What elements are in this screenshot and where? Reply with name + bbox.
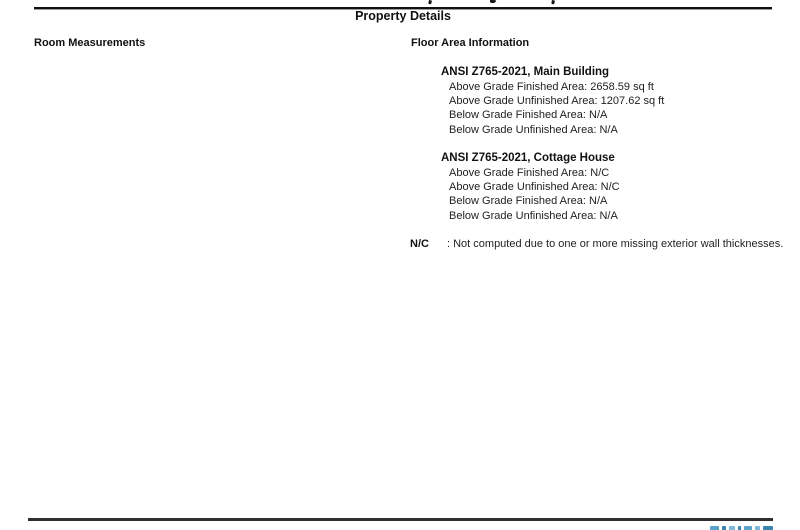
floor-area-section-cottage-house bbox=[441, 151, 620, 223]
row-separator: : bbox=[594, 181, 601, 194]
floor-area-information-heading: Floor Area Information bbox=[411, 37, 530, 49]
logo-fragment bbox=[738, 526, 741, 530]
logo-fragment bbox=[729, 526, 735, 530]
floor-area-row bbox=[441, 94, 664, 108]
row-separator: : bbox=[582, 109, 590, 122]
floor-area-row bbox=[441, 80, 664, 94]
row-separator: : bbox=[584, 81, 591, 93]
brand-logo-clipped bbox=[710, 526, 773, 530]
clipped-header-descender bbox=[428, 0, 432, 5]
nc-note-text: : Not computed due to one or more missing exterior wall thicknesses. bbox=[447, 238, 784, 250]
row-label: Below Grade Finished Area bbox=[449, 195, 583, 208]
clipped-header-descender bbox=[551, 0, 555, 5]
section-heading: ANSI Z765-2021, Main Building bbox=[441, 66, 610, 78]
room-measurements-heading: Room Measurements bbox=[34, 37, 146, 49]
logo-fragment bbox=[744, 526, 752, 530]
logo-fragment bbox=[710, 526, 719, 530]
row-separator: : bbox=[594, 95, 601, 108]
row-separator: : bbox=[593, 123, 600, 136]
clipped-header-descender bbox=[490, 0, 496, 3]
row-value: 2658.59 sq ft bbox=[590, 81, 654, 93]
floor-area-row bbox=[441, 108, 664, 122]
row-separator: : bbox=[582, 195, 590, 208]
row-value: N/C bbox=[590, 167, 610, 179]
row-value: N/A bbox=[599, 123, 618, 136]
row-separator: : bbox=[584, 167, 591, 179]
logo-fragment bbox=[722, 526, 726, 530]
floor-area-row bbox=[441, 180, 620, 194]
row-value: N/A bbox=[599, 209, 618, 222]
row-value: N/C bbox=[600, 181, 620, 194]
row-label: Below Grade Unfinished Area bbox=[449, 209, 594, 222]
row-value: 1207.62 sq ft bbox=[600, 95, 665, 108]
nc-note-term: N/C bbox=[410, 238, 429, 250]
logo-fragment bbox=[763, 526, 773, 530]
floor-area-row bbox=[441, 194, 620, 208]
floor-area-row bbox=[441, 123, 664, 137]
row-label: Above Grade Finished Area bbox=[449, 81, 585, 93]
floor-area-section-main-building bbox=[441, 65, 664, 137]
row-value: N/A bbox=[589, 109, 608, 122]
row-label: Below Grade Finished Area bbox=[449, 109, 583, 122]
section-heading: ANSI Z765-2021, Cottage House bbox=[441, 152, 615, 164]
floor-area-row bbox=[441, 166, 620, 180]
logo-fragment bbox=[755, 526, 760, 530]
row-value: N/A bbox=[589, 195, 608, 208]
floor-area-row bbox=[441, 209, 620, 223]
footer-divider bbox=[28, 518, 773, 521]
row-separator: : bbox=[593, 209, 600, 222]
row-label: Above Grade Unfinished Area bbox=[449, 95, 595, 108]
row-label: Above Grade Finished Area bbox=[449, 167, 585, 179]
row-label: Below Grade Unfinished Area bbox=[449, 123, 594, 136]
row-label: Above Grade Unfinished Area bbox=[449, 181, 595, 194]
page-title: Property Details bbox=[355, 9, 451, 23]
